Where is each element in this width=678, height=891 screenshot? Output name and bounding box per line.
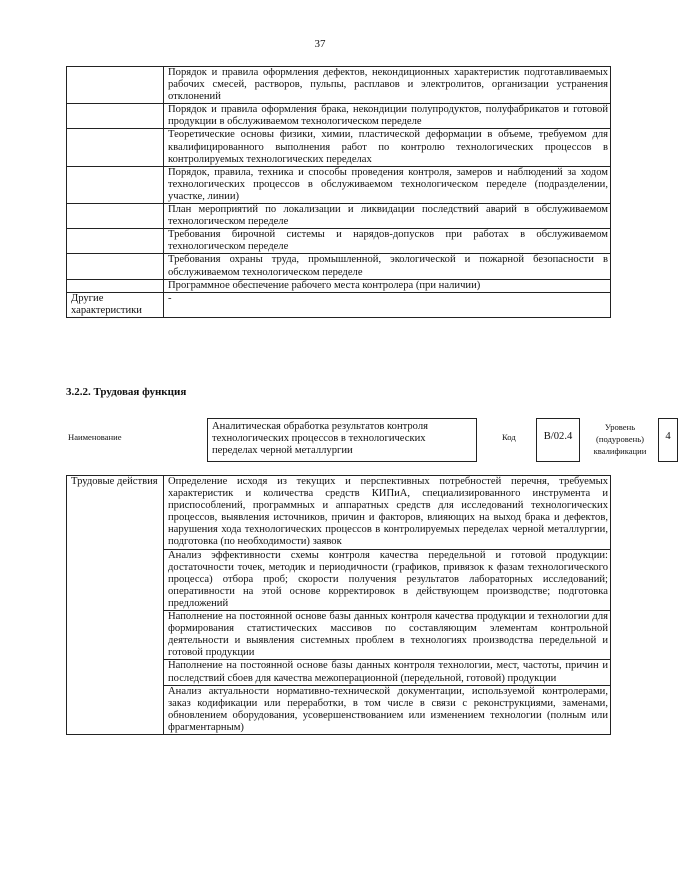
table-row bbox=[67, 166, 611, 203]
knowledge-item: Порядок и правила оформления брака, некондиции полупродуктов, полуфабрикатов и готовой продукции в обслуживаемом технологическом переделе bbox=[164, 104, 611, 129]
qualification-level-value: 4 bbox=[658, 418, 678, 462]
page-number: 37 bbox=[314, 38, 326, 50]
labor-action-item: Определение исходя из текущих и перспективных потребностей перечня, требуемых характеристик и количества средств КИПиА, специализированного инструмента и приспособлений, программных и аппаратных средств для исследований технологических процессов, выявления источников, причин и факторов, влияющих на выход брака и дефектов, нарушения хода технологических процессов в контролируемых переделах черной металлургии, подготовка (по необходимости) заявок bbox=[164, 476, 611, 550]
knowledge-item: Требования охраны труда, промышленной, экологической и пожарной безопасности в обслуживаемом технологическом переделе bbox=[164, 254, 611, 279]
table-row bbox=[67, 292, 611, 317]
table-row bbox=[67, 476, 611, 550]
table-row bbox=[67, 254, 611, 279]
name-label: Наименование bbox=[68, 432, 122, 442]
labor-action-item: Анализ эффективности схемы контроля качества передельной и готовой продукции: достаточности точек, методик и периодичности (графиков, привязок к фазам технологического процесса) отбора проб; скорости получения результатов лабораторных исследований; оперативности на этой основе корректировок в действующем производстве; подготовка предложений bbox=[164, 549, 611, 610]
section-title: 3.2.2. Трудовая функция bbox=[66, 386, 187, 398]
labor-action-item: Наполнение на постоянной основе базы данных контроля качества продукции и технологии для формирования статистических массивов по составляющим элементам контрольной деятельности и выявления системных проблем в технологиях производства передельной и готовой продукции bbox=[164, 611, 611, 660]
knowledge-table bbox=[66, 66, 611, 318]
qualification-level-label: Уровень (подуровень) квалификации bbox=[593, 422, 647, 456]
function-header bbox=[66, 418, 671, 462]
labor-action-item: Наполнение на постоянной основе базы данных контроля технологии, мест, частоты, причин и последствий сбоев для качества межоперационной (передельной, готовой) продукции bbox=[164, 660, 611, 685]
table-cell-empty bbox=[67, 166, 164, 203]
knowledge-item: Порядок, правила, техника и способы проведения контроля, замеров и наблюдений за ходом технологических процессов в обслуживаемом технологическом переделе (подразделении, участке, линии) bbox=[164, 166, 611, 203]
labor-actions-label: Трудовые действия bbox=[67, 476, 164, 735]
table-cell-empty bbox=[67, 67, 164, 104]
function-name: Аналитическая обработка результатов контроля технологических процессов в технологических переделах черной металлургии bbox=[207, 418, 477, 462]
table-row bbox=[67, 279, 611, 292]
table-row bbox=[67, 104, 611, 129]
knowledge-item: Программное обеспечение рабочего места контролера (при наличии) bbox=[164, 279, 611, 292]
table-cell-empty bbox=[67, 204, 164, 229]
knowledge-item: Теоретические основы физики, химии, пластической деформации в объеме, требуемом для квалифицированного выполнения работ по контролю технологических процессов в контролируемых технологических переделах bbox=[164, 129, 611, 166]
table-cell-empty bbox=[67, 254, 164, 279]
other-characteristics-label: Другие характеристики bbox=[67, 292, 164, 317]
table-row bbox=[67, 229, 611, 254]
knowledge-item: Требования бирочной системы и нарядов-допусков при работах в обслуживаемом технологическом переделе bbox=[164, 229, 611, 254]
table-cell-empty bbox=[67, 279, 164, 292]
labor-action-item: Анализ актуальности нормативно-технической документации, используемой контролерами, заказ кодификации или переработки, в том числе в связи с реконструкциями, заменами, обновлением оборудования, усовершенствованием или изменением технологии (полным или фрагментарным) bbox=[164, 685, 611, 734]
table-row bbox=[67, 67, 611, 104]
code-label: Код bbox=[502, 432, 516, 442]
table-cell-empty bbox=[67, 229, 164, 254]
table-row bbox=[67, 129, 611, 166]
table-cell-empty bbox=[67, 129, 164, 166]
labor-actions-table bbox=[66, 475, 611, 735]
knowledge-item: План мероприятий по локализации и ликвидации последствий аварий в обслуживаемом технологическом переделе bbox=[164, 204, 611, 229]
table-row bbox=[67, 204, 611, 229]
other-characteristics-value: - bbox=[164, 292, 611, 317]
table-cell-empty bbox=[67, 104, 164, 129]
function-code: B/02.4 bbox=[536, 418, 580, 462]
knowledge-item: Порядок и правила оформления дефектов, некондиционных характеристик подготавливаемых рабочих смесей, растворов, пульпы, расплавов и электролитов, организации устранения отклонений bbox=[164, 67, 611, 104]
